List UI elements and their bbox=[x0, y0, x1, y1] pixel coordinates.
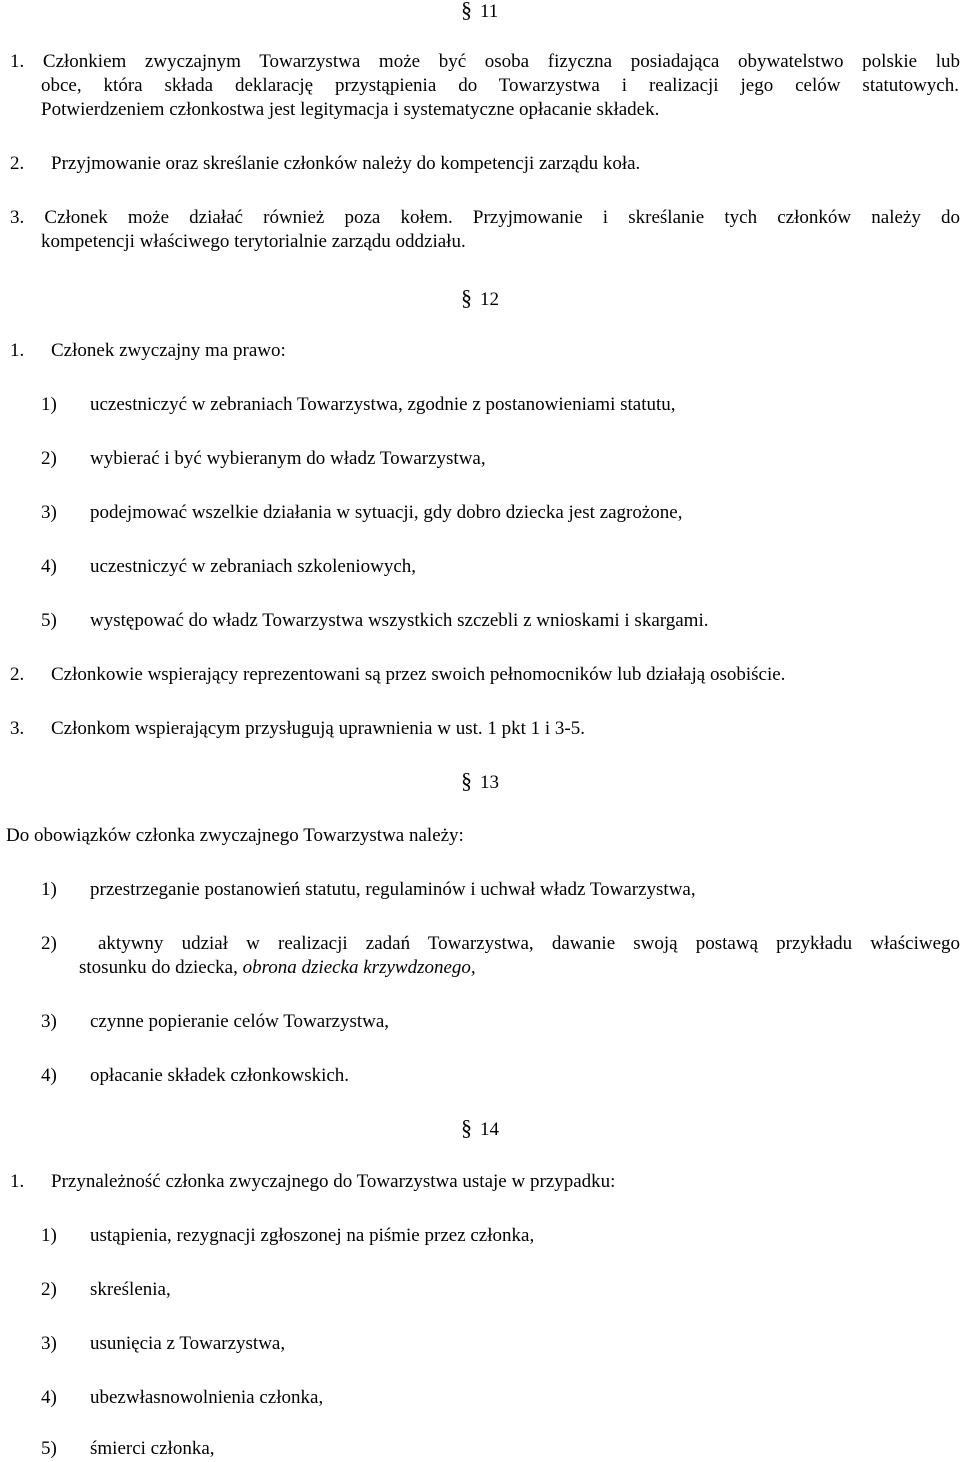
list-item bbox=[41, 394, 676, 416]
list-item-continuation bbox=[79, 957, 476, 979]
list-item bbox=[41, 448, 486, 470]
list-item bbox=[41, 502, 682, 524]
list-item bbox=[41, 1387, 323, 1409]
item-text: aktywny udział w realizacji zadań Towarzystwa, dawanie swoją postawą przykładu właściwego bbox=[98, 933, 960, 954]
list-item bbox=[41, 933, 960, 955]
paragraph-number: 2. bbox=[10, 664, 25, 685]
item-text: występować do władz Towarzystwa wszystkich szczebli z wnioskami i skargami. bbox=[90, 610, 709, 631]
item-number: 4) bbox=[41, 1387, 57, 1408]
item-text: uczestniczyć w zebraniach szkoleniowych, bbox=[90, 556, 417, 577]
list-item bbox=[41, 1279, 171, 1301]
list-item bbox=[41, 610, 708, 632]
item-text: uczestniczyć w zebraniach Towarzystwa, zgodnie z postanowieniami statutu, bbox=[90, 394, 676, 415]
paragraph-text: Przynależność członka zwyczajnego do Towarzystwa ustaje w przypadku: bbox=[51, 1171, 616, 1192]
list-item bbox=[41, 879, 696, 901]
item-text-cont: stosunku do dziecka, bbox=[79, 957, 238, 978]
paragraph-text: Członek może działać również poza kołem. Przyjmowanie i skreślanie tych członków należy do bbox=[44, 207, 960, 228]
section-number: 13 bbox=[480, 772, 499, 793]
item-number: 4) bbox=[41, 1065, 57, 1086]
item-text: ustąpienia, rezygnacji zgłoszonej na piśmie przez członka, bbox=[90, 1225, 535, 1246]
section-heading-12 bbox=[461, 286, 499, 312]
paragraph-text: Przyjmowanie oraz skreślanie członków należy do kompetencji zarządu koła. bbox=[51, 153, 641, 174]
section-number: 11 bbox=[480, 1, 499, 22]
paragraph-number: 3. bbox=[10, 718, 25, 739]
s11-p2 bbox=[10, 153, 640, 175]
item-number: 3) bbox=[41, 1333, 57, 1354]
item-number: 1) bbox=[41, 879, 57, 900]
item-number: 2) bbox=[41, 448, 57, 469]
item-number: 5) bbox=[41, 1438, 57, 1459]
item-text: czynne popieranie celów Towarzystwa, bbox=[90, 1011, 390, 1032]
item-number: 2) bbox=[41, 933, 57, 954]
item-text: skreślenia, bbox=[90, 1279, 171, 1300]
item-text: wybierać i być wybieranym do władz Towarzystwa, bbox=[90, 448, 486, 469]
s12-p1 bbox=[10, 340, 286, 362]
s11-p3-line1 bbox=[10, 207, 960, 229]
s11-p1-line1 bbox=[10, 51, 960, 73]
list-item bbox=[41, 1333, 285, 1355]
section-heading-13 bbox=[461, 769, 499, 795]
paragraph-text: Członek zwyczajny ma prawo: bbox=[51, 340, 286, 361]
section-mark: § bbox=[461, 768, 472, 793]
paragraph-number: 1. bbox=[10, 51, 25, 72]
item-text: przestrzeganie postanowień statutu, regulaminów i uchwał władz Towarzystwa, bbox=[90, 879, 696, 900]
section-heading-14 bbox=[461, 1116, 499, 1142]
s13-intro: Do obowiązków członka zwyczajnego Towarzystwa należy: bbox=[6, 825, 464, 846]
item-number: 5) bbox=[41, 610, 57, 631]
s11-p3-line2: kompetencji właściwego terytorialnie zarządu oddziału. bbox=[41, 231, 466, 252]
paragraph-number: 3. bbox=[10, 207, 25, 228]
list-item bbox=[41, 556, 416, 578]
s12-p2 bbox=[10, 664, 785, 686]
list-item bbox=[41, 1065, 349, 1087]
s11-p1-line3: Potwierdzeniem członkostwa jest legitymacja i systematyczne opłacanie składek. bbox=[41, 99, 660, 120]
s11-p1-line2: obce, która składa deklarację przystąpienia do Towarzystwa i realizacji jego celów statutowych. bbox=[41, 75, 959, 96]
item-text: śmierci członka, bbox=[90, 1438, 215, 1459]
list-item bbox=[41, 1438, 215, 1460]
paragraph-number: 1. bbox=[10, 1171, 25, 1192]
section-number: 14 bbox=[480, 1119, 499, 1140]
item-number: 1) bbox=[41, 394, 57, 415]
paragraph-text: Członkom wspierającym przysługują uprawnienia w ust. 1 pkt 1 i 3-5. bbox=[51, 718, 586, 739]
list-item bbox=[41, 1225, 534, 1247]
s12-p3 bbox=[10, 718, 585, 740]
item-number: 1) bbox=[41, 1225, 57, 1246]
section-mark: § bbox=[461, 0, 472, 22]
item-number: 3) bbox=[41, 1011, 57, 1032]
item-text: podejmować wszelkie działania w sytuacji, gdy dobro dziecka jest zagrożone, bbox=[90, 502, 683, 523]
item-text: usunięcia z Towarzystwa, bbox=[90, 1333, 286, 1354]
item-number: 2) bbox=[41, 1279, 57, 1300]
item-text: opłacanie składek członkowskich. bbox=[90, 1065, 350, 1086]
item-number: 4) bbox=[41, 556, 57, 577]
paragraph-number: 1. bbox=[10, 340, 25, 361]
list-item bbox=[41, 1011, 389, 1033]
paragraph-number: 2. bbox=[10, 153, 25, 174]
item-text-italic: obrona dziecka krzywdzonego, bbox=[242, 957, 476, 978]
item-number: 3) bbox=[41, 502, 57, 523]
section-mark: § bbox=[461, 285, 472, 310]
item-text: ubezwłasnowolnienia członka, bbox=[90, 1387, 324, 1408]
s14-p1 bbox=[10, 1171, 615, 1193]
section-heading-11 bbox=[461, 0, 498, 24]
paragraph-text: Członkiem zwyczajnym Towarzystwa może być osoba fizyczna posiadająca obywatelstwo polskie lub bbox=[42, 51, 960, 72]
section-mark: § bbox=[461, 1115, 472, 1140]
section-number: 12 bbox=[480, 289, 499, 310]
paragraph-text: Członkowie wspierający reprezentowani są przez swoich pełnomocników lub działają osobiście. bbox=[51, 664, 786, 685]
